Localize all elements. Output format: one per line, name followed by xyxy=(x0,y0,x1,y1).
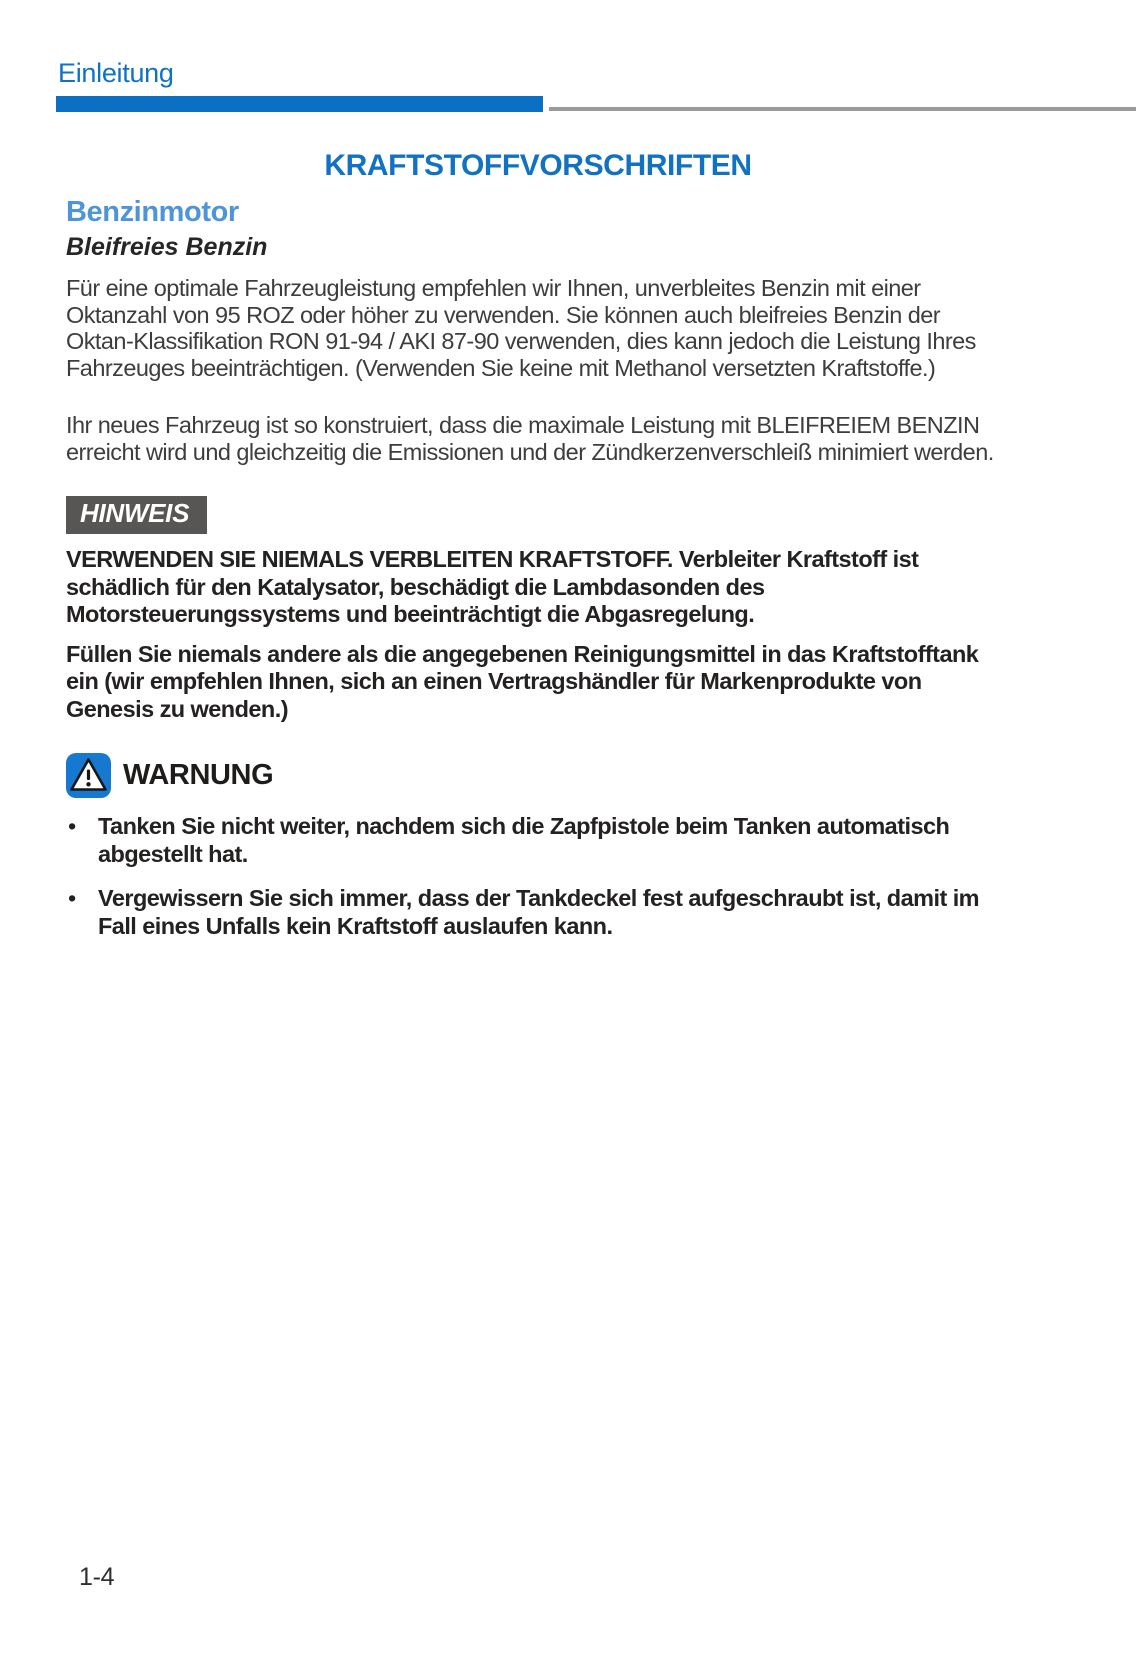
warning-list xyxy=(66,813,1010,940)
warning-item-text: Vergewissern Sie sich immer, dass der Tankdeckel fest aufgeschraubt ist, damit im Fall eines Unfalls kein Kraftstoff auslaufen kann. xyxy=(98,885,980,939)
subsection-heading-bleifreies-benzin: Bleifreies Benzin xyxy=(66,233,268,262)
section-heading-benzinmotor: Benzinmotor xyxy=(66,196,239,229)
notice-badge: HINWEIS xyxy=(66,496,207,534)
warning-header xyxy=(66,753,1010,798)
warning-item-refueling xyxy=(66,813,1010,868)
breadcrumb: Einleitung xyxy=(58,58,174,88)
warning-item-text: Tanken Sie nicht weiter, nachdem sich die Zapfpistole beim Tanken automatisch abgestellt hat. xyxy=(98,813,950,867)
bullet-icon: • xyxy=(68,813,76,840)
warning-title: WARNUNG xyxy=(123,759,274,792)
header-accent-bar xyxy=(56,96,543,112)
header-divider-line xyxy=(549,107,1136,111)
notice-paragraph-cleaning-agents: Füllen Sie niemals andere als die angegebenen Reinigungsmittel in das Kraftstofftank ein (wir empfehlen Ihnen, sich an einen Vertragshändler für Markenprodukte von Genesis zu wenden.) xyxy=(66,640,979,722)
notice-paragraph-leaded-fuel: VERWENDEN SIE NIEMALS VERBLEITEN KRAFTSTOFF. Verbleiter Kraftstoff ist schädlich für den Katalysator, beschädigt die Lambdasonden des Motorsteuerungssystems und beeinträchtigt die Abgasregelung. xyxy=(66,546,919,628)
warning-item-fuel-cap xyxy=(66,885,1010,940)
warning-triangle-icon xyxy=(66,753,111,798)
page-header xyxy=(0,0,1142,112)
bullet-icon: • xyxy=(68,885,76,912)
header-rule xyxy=(0,96,1142,112)
page-content xyxy=(66,148,1010,940)
paragraph-vehicle-design: Ihr neues Fahrzeug ist so konstruiert, dass die maximale Leistung mit BLEIFREIEM BENZIN erreicht wird und gleichzeitig die Emissionen und der Zündkerzenverschleiß minimiert werden. xyxy=(66,412,994,465)
page-number: 1-4 xyxy=(79,1563,115,1591)
page-title: KRAFTSTOFFVORSCHRIFTEN xyxy=(324,149,752,183)
paragraph-octane-recommendation: Für eine optimale Fahrzeugleistung empfehlen wir Ihnen, unverbleites Benzin mit einer Oktanzahl von 95 ROZ oder höher zu verwenden. Sie können auch bleifreies Benzin der Oktan-Klassifikation RON 91-94 / AKI 87-90 verwenden, dies kann jedoch die Leistung Ihres Fahrzeuges beeinträchtigen. (Verwenden Sie keine mit Methanol versetzten Kraftstoffe.) xyxy=(66,275,976,381)
